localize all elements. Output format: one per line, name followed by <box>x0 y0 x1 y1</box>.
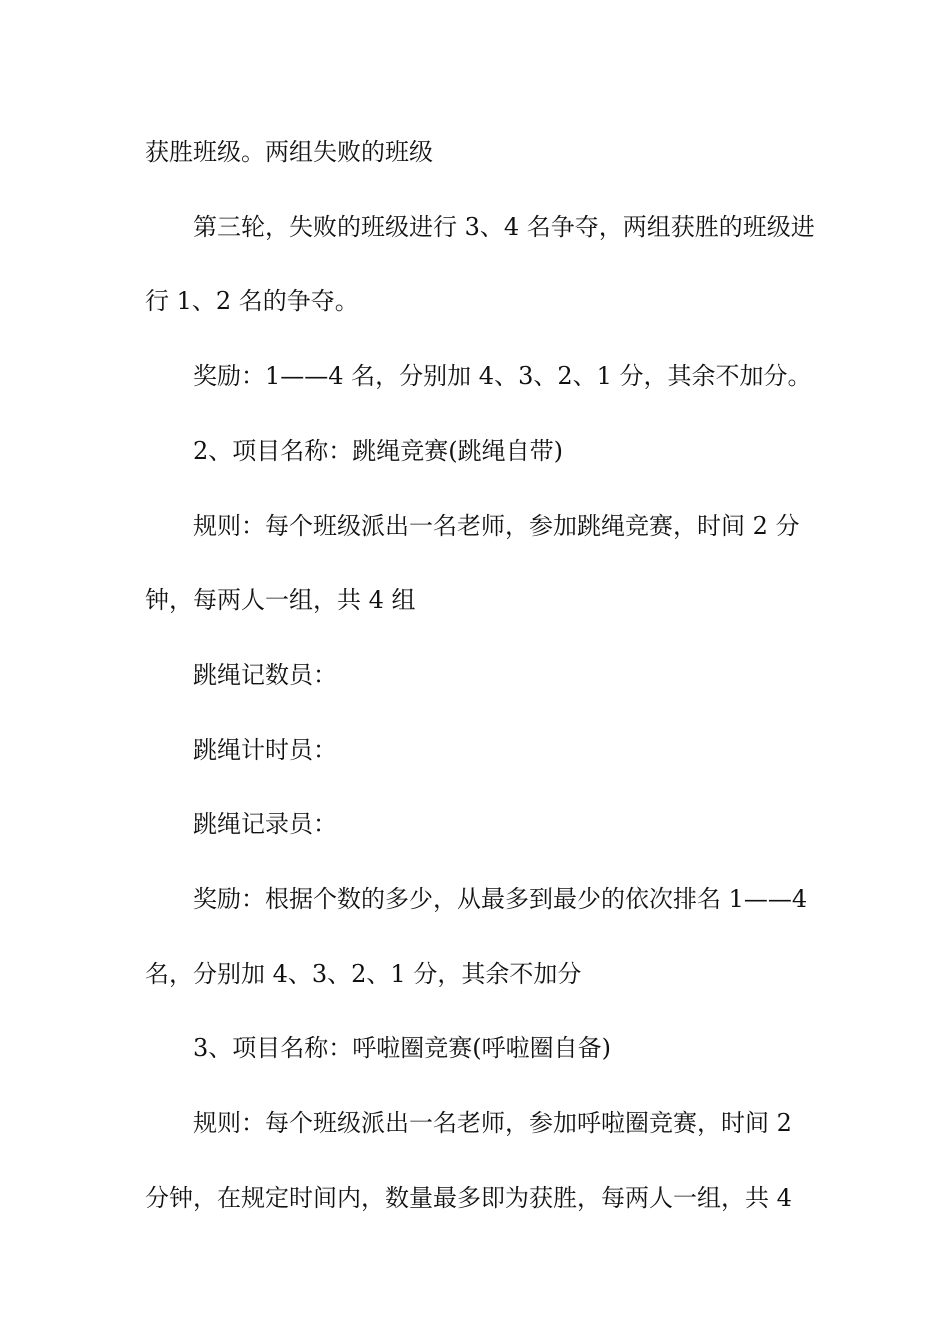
paragraph-line: 奖励：1——4 名，分别加 4、3、2、1 分，其余不加分。 <box>193 362 812 390</box>
section-heading: 2、项目名称：跳绳竞赛(跳绳自带) <box>193 437 563 465</box>
paragraph-line: 获胜班级。两组失败的班级 <box>145 138 433 166</box>
paragraph-line: 行 1、2 名的争夺。 <box>145 287 359 315</box>
paragraph-line: 奖励：根据个数的多少，从最多到最少的依次排名 1——4 <box>193 885 808 913</box>
paragraph-line: 跳绳记录员： <box>193 810 337 838</box>
paragraph-line: 名，分别加 4、3、2、1 分，其余不加分 <box>145 960 582 988</box>
paragraph-line: 分钟，在规定时间内，数量最多即为获胜，每两人一组，共 4 <box>145 1184 792 1212</box>
section-heading: 3、项目名称：呼啦圈竞赛(呼啦圈自备) <box>193 1034 611 1062</box>
paragraph-line: 规则：每个班级派出一名老师，参加呼啦圈竞赛，时间 2 <box>193 1109 792 1137</box>
paragraph-line: 跳绳记数员： <box>193 661 337 689</box>
paragraph-line: 跳绳计时员： <box>193 736 337 764</box>
paragraph-line: 规则：每个班级派出一名老师，参加跳绳竞赛，时间 2 分 <box>193 512 800 540</box>
paragraph-line: 第三轮，失败的班级进行 3、4 名争夺，两组获胜的班级进 <box>193 213 815 241</box>
paragraph-line: 钟，每两人一组，共 4 组 <box>145 586 416 614</box>
